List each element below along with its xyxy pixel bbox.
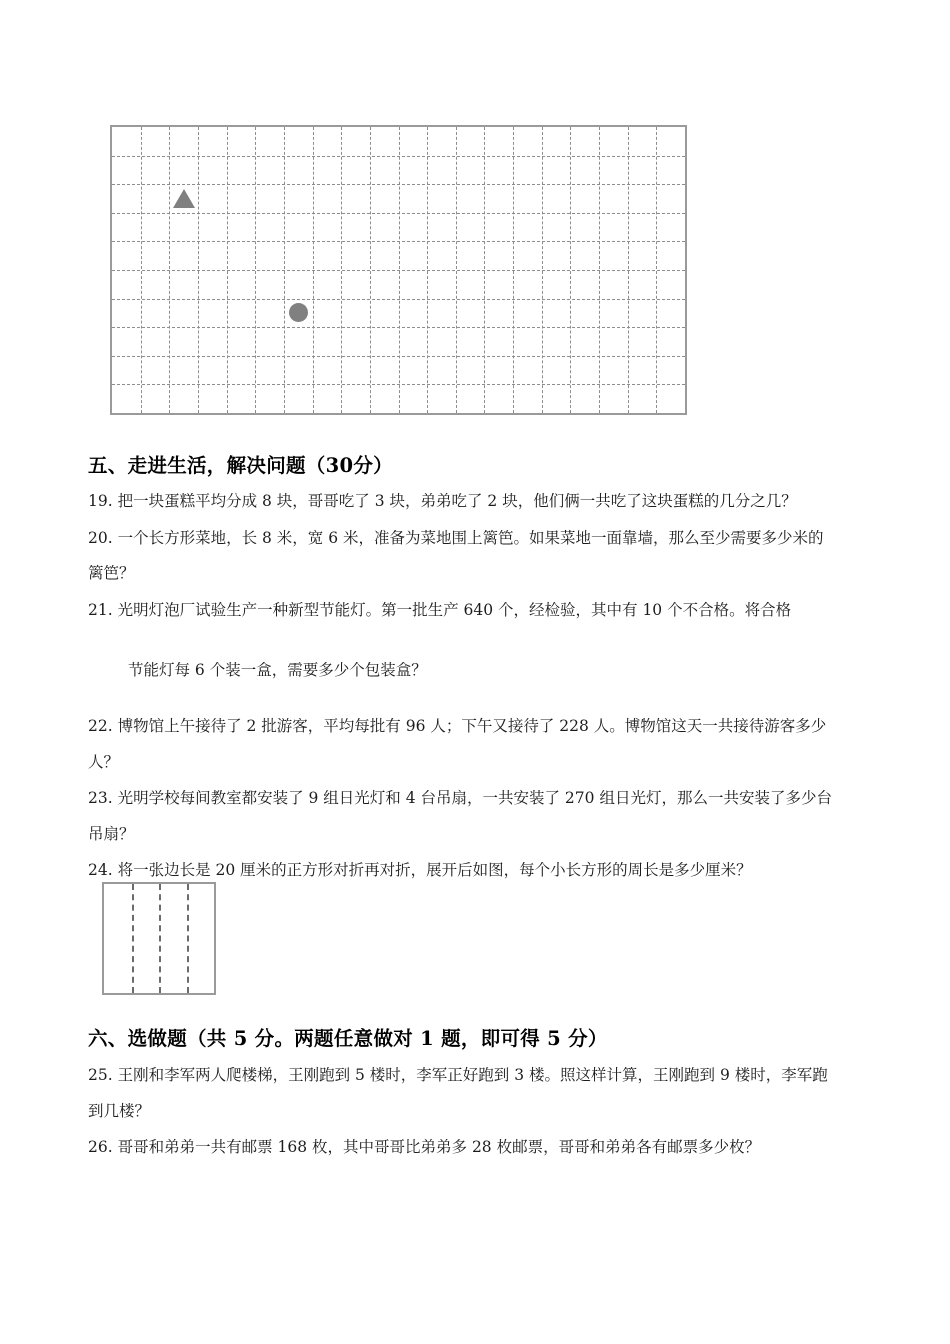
grid-vertical-line — [513, 127, 514, 413]
grid-horizontal-line — [112, 356, 685, 357]
grid-figure-container — [110, 125, 687, 415]
question-24-line-1: 24. 将一张边长是 20 厘米的正方形对折再对折，展开后如图，每个小长方形的周长是多少厘米？ — [88, 861, 752, 879]
question-21-line-2: 节能灯每 6 个装一盒，需要多少个包装盒？ — [128, 661, 427, 679]
grid-vertical-line — [628, 127, 629, 413]
grid-horizontal-line — [112, 299, 685, 300]
question-21-line-1: 21. 光明灯泡厂试验生产一种新型节能灯。第一批生产 640 个，经检验，其中有 10 个不合格。将合格 — [88, 601, 792, 619]
grid-vertical-line — [399, 127, 400, 413]
grid-vertical-line — [570, 127, 571, 413]
grid-vertical-line — [227, 127, 228, 413]
grid-vertical-line — [198, 127, 199, 413]
grid-marker-triangle-icon — [173, 189, 195, 208]
question-20-line-1: 20. 一个长方形菜地，长 8 米，宽 6 米，准备为菜地围上篱笆。如果菜地一面靠墙，那么至少需要多少米的 — [88, 529, 824, 547]
grid-vertical-line — [484, 127, 485, 413]
grid-marker-circle-icon — [289, 303, 308, 322]
grid-vertical-line — [656, 127, 657, 413]
grid-vertical-line — [169, 127, 170, 413]
grid-horizontal-line — [112, 384, 685, 385]
coordinate-grid — [110, 125, 687, 415]
grid-vertical-line — [542, 127, 543, 413]
grid-vertical-line — [141, 127, 142, 413]
grid-horizontal-line — [112, 270, 685, 271]
grid-horizontal-line — [112, 327, 685, 328]
fold-crease-line — [187, 884, 189, 993]
grid-vertical-line — [427, 127, 428, 413]
grid-vertical-line — [370, 127, 371, 413]
section-heading-five: 五、走进生活，解决问题（30分） — [88, 454, 393, 477]
question-26-line-1: 26. 哥哥和弟弟一共有邮票 168 枚，其中哥哥比弟弟多 28 枚邮票，哥哥和弟弟各有邮票多少枚？ — [88, 1138, 761, 1156]
question-25-line-2: 到几楼？ — [88, 1102, 151, 1120]
grid-horizontal-line — [112, 241, 685, 242]
question-19-line-1: 19. 把一块蛋糕平均分成 8 块，哥哥吃了 3 块，弟弟吃了 2 块，他们俩一共吃了这块蛋糕的几分之几？ — [88, 492, 797, 510]
question-20-line-2: 篱笆？ — [88, 564, 135, 582]
grid-vertical-line — [456, 127, 457, 413]
grid-vertical-line — [341, 127, 342, 413]
fold-crease-line — [159, 884, 161, 993]
grid-vertical-line — [255, 127, 256, 413]
question-22-line-2: 人？ — [88, 753, 120, 771]
fold-crease-line — [132, 884, 134, 993]
section-heading-six: 六、选做题（共 5 分。两题任意做对 1 题，即可得 5 分） — [88, 1027, 608, 1050]
grid-horizontal-line — [112, 213, 685, 214]
question-25-line-1: 25. 王刚和李军两人爬楼梯，王刚跑到 5 楼时，李军正好跑到 3 楼。照这样计算，王刚跑到 9 楼时，李军跑 — [88, 1066, 828, 1084]
grid-horizontal-line — [112, 156, 685, 157]
question-23-line-2: 吊扇？ — [88, 825, 135, 843]
grid-vertical-line — [599, 127, 600, 413]
grid-horizontal-line — [112, 184, 685, 185]
folded-square-figure — [102, 882, 216, 995]
question-22-line-1: 22. 博物馆上午接待了 2 批游客，平均每批有 96 人；下午又接待了 228 人。博物馆这天一共接待游客多少 — [88, 717, 827, 735]
grid-vertical-line — [284, 127, 285, 413]
grid-vertical-line — [313, 127, 314, 413]
question-23-line-1: 23. 光明学校每间教室都安装了 9 组日光灯和 4 台吊扇，一共安装了 270 组日光灯，那么一共安装了多少台 — [88, 789, 832, 807]
